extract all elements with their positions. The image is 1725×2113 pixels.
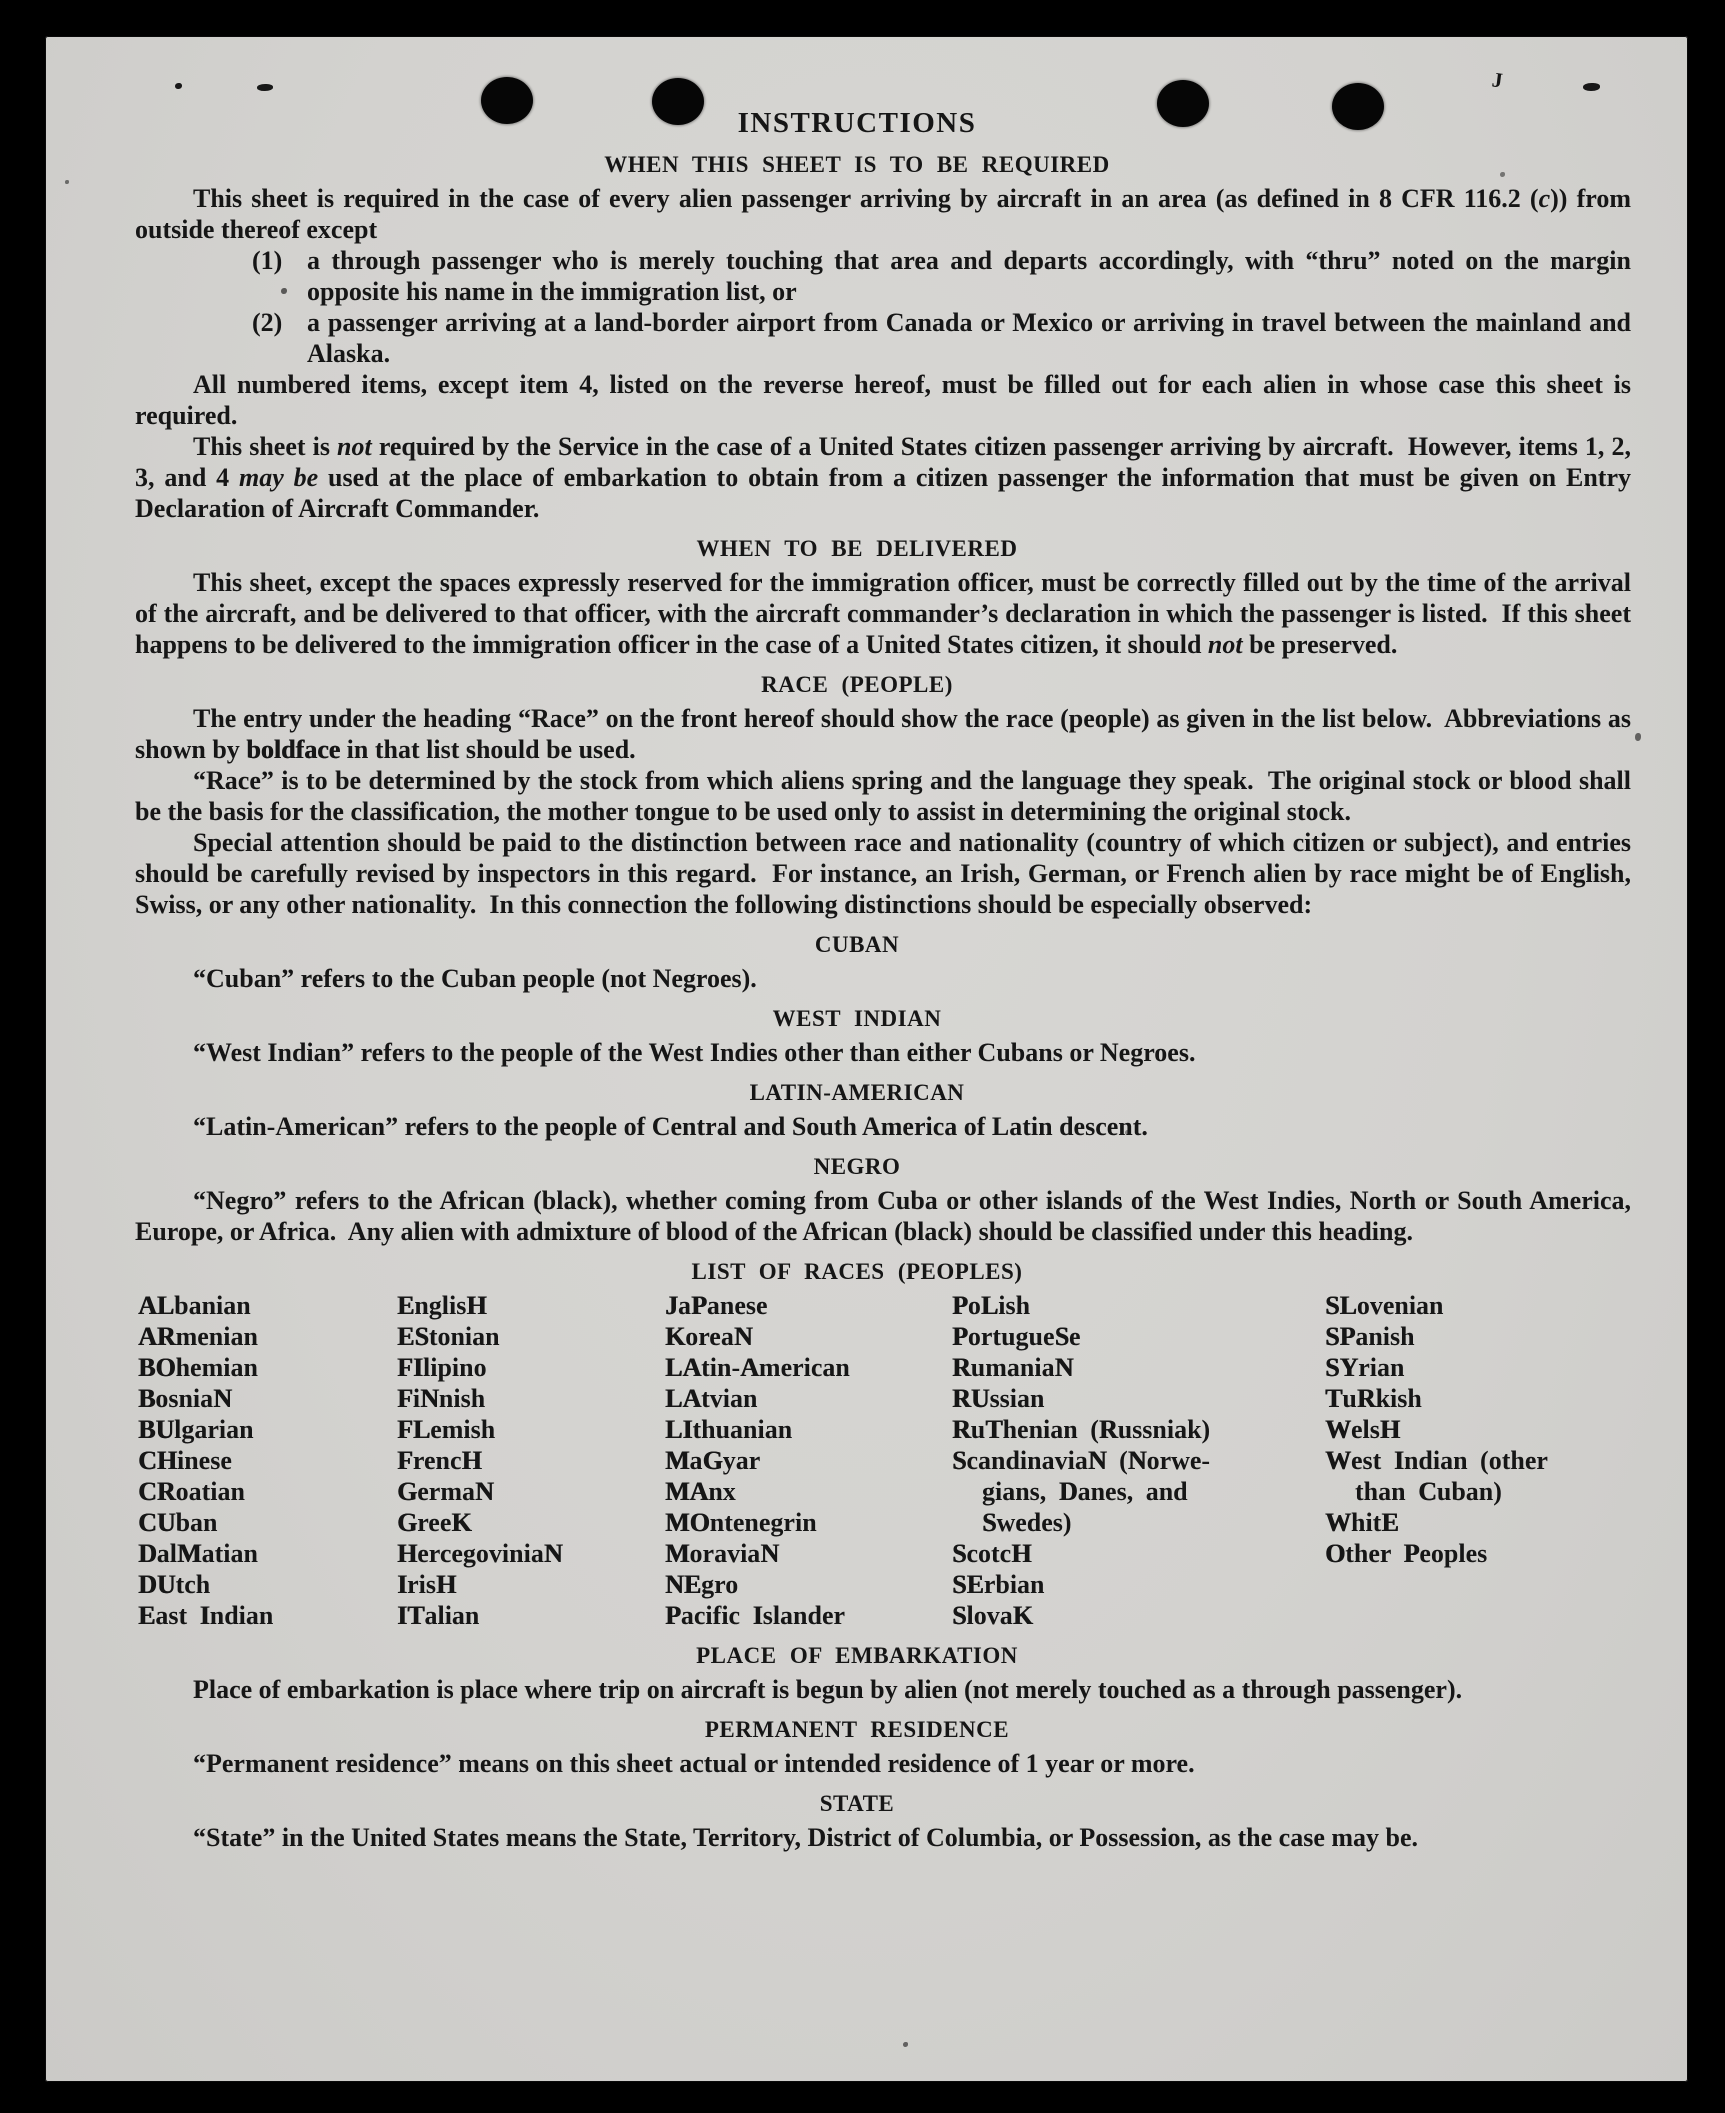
race-entry: DalMatian [138,1539,258,1568]
paragraph: Special attention should be paid to the distinction between race and nationality (country of which citizen or subject), and entries should be carefully revised by inspectors in this regard. For instance, an Irish, German, or French alien by race might be of English, Swiss, or any other nationality. In this connection the following distinctions should be especially observed: [135,828,1638,919]
race-entry: West Indian (other [1325,1446,1548,1475]
race-column-4 [952,1290,1210,1631]
race-entry: MaGyar [665,1446,761,1475]
heading-list-of-races: LIST OF RACES (PEOPLES) [691,1259,1023,1284]
race-entry: Other Peoples [1325,1539,1488,1568]
ink-speck [903,2042,908,2047]
race-entry: East Indian [138,1601,274,1630]
race-entry: BosniaN [138,1384,232,1413]
race-entry: IrisH [397,1570,457,1599]
heading-negro: NEGRO [813,1154,901,1179]
race-entry: CRoatian [138,1477,245,1506]
race-entry: gians, Danes, and [982,1477,1188,1506]
race-entry: WhitE [1325,1508,1399,1537]
race-entry: Swedes) [982,1508,1072,1537]
paragraph: “Permanent residence” means on this sheet actual or intended residence of 1 year or more. [193,1749,1195,1778]
race-entry: RuThenian (Russniak) [952,1415,1211,1444]
race-entry: FiNnish [397,1384,486,1413]
race-entry: RUssian [952,1384,1045,1413]
ink-speck: J [1490,67,1504,93]
race-column-5 [1325,1290,1548,1569]
paragraph: “Latin-American” refers to the people of Central and South America of Latin descent. [193,1112,1148,1141]
race-entry: ScandinaviaN (Norwe- [952,1446,1211,1475]
race-entry: LIthuanian [665,1415,793,1444]
race-entry: MOntenegrin [665,1508,817,1537]
race-entry: EnglisH [397,1291,487,1320]
paragraph: “Cuban” refers to the Cuban people (not Negroes). [193,964,757,993]
heading-west-indian: WEST INDIAN [772,1006,942,1031]
heading-race-people: RACE (PEOPLE) [761,672,953,697]
heading-cuban: CUBAN [814,932,900,957]
heading-latin-american: LATIN-AMERICAN [749,1080,965,1105]
race-entry: HercegoviniaN [397,1539,563,1568]
heading-place-of-embarkation: PLACE OF EMBARKATION [696,1643,1018,1668]
race-entry: SlovaK [952,1601,1033,1630]
sections [135,149,1638,1853]
race-entry: ScotcH [952,1539,1032,1568]
paragraph: This sheet is required in the case of every alien passenger arriving by aircraft in an area (as defined in 8 CFR 116.2 (c)) from outside thereof except [135,184,1638,244]
paragraph: “West Indian” refers to the people of the West Indies other than either Cubans or Negroes. [193,1038,1196,1067]
race-entry: BUlgarian [138,1415,254,1444]
paragraph: Place of embarkation is place where trip on aircraft is begun by alien (not merely touched as a through passenger). [193,1675,1463,1704]
paragraph: “State” in the United States means the State, Territory, District of Columbia, or Possession, as the case may be. [193,1823,1419,1852]
race-entry: SPanish [1325,1322,1415,1351]
page-title: INSTRUCTIONS [737,107,977,139]
paragraph: “Negro” refers to the African (black), whether coming from Cuba or other islands of the West Indies, North or South America, Europe, or Africa. Any alien with admixture of blood of the African (black) should be classified under this heading. [135,1186,1638,1246]
race-entry: PortugueSe [952,1322,1081,1351]
ink-speck [1125,1130,1130,1135]
ink-speck [281,288,287,294]
document-content [135,106,1638,1853]
race-entry: BOhemian [138,1353,258,1382]
race-entry: Pacific Islander [665,1601,846,1630]
heading-state: STATE [819,1791,895,1816]
paragraph: This sheet is not required by the Service in the case of a United States citizen passenger arriving by aircraft. However, items 1, 2, 3, and 4 may be used at the place of embarkation to obtain from a citizen passenger the information that must be given on Entry Declaration of Aircraft Commander. [135,432,1638,523]
races-list [135,1290,1631,1631]
race-entry: KoreaN [665,1322,753,1351]
race-entry: GreeK [397,1508,472,1537]
ink-speck [1583,83,1600,91]
ink-speck [65,180,69,184]
ink-speck [257,84,273,91]
race-entry: PoLish [952,1291,1031,1320]
ink-speck [1500,172,1505,177]
race-entry: RumaniaN [952,1353,1074,1382]
race-entry: CUban [138,1508,218,1537]
race-entry: ARmenian [138,1322,258,1351]
item-number: (1) [252,246,283,275]
race-entry: LAtin-American [665,1353,850,1382]
race-column-1 [138,1290,273,1631]
race-entry: MoraviaN [665,1539,780,1568]
punch-hole-3 [1157,80,1209,127]
race-entry: NEgro [665,1570,739,1599]
heading-permanent-residence: PERMANENT RESIDENCE [704,1717,1010,1742]
paragraph: “Race” is to be determined by the stock from which aliens spring and the language they speak. The original stock or blood shall be the basis for the classification, the mother tongue to be used only to assist in determining the original stock. [135,766,1638,826]
numbered-item: (1) a through passenger who is merely touching that area and departs accordingly, with “thru” noted on the margin opposite his name in the immigration list, or [252,246,1638,306]
heading-when-delivered: WHEN TO BE DELIVERED [696,536,1018,561]
punch-hole-1 [481,77,533,124]
race-entry: FLemish [397,1415,496,1444]
race-entry: SLovenian [1325,1291,1444,1320]
paragraph: This sheet, except the spaces expressly reserved for the immigration officer, must be correctly filled out by the time of the arrival of the aircraft, and be delivered to that officer, with the aircraft commander’s declaration in which the passenger is listed. If this sheet happens to be delivered to the immigration officer in the case of a United States citizen, it should not be preserved. [135,568,1638,659]
item-number: (2) [252,308,283,337]
race-column-3 [665,1290,850,1631]
race-entry: CHinese [138,1446,232,1475]
race-entry: LAtvian [665,1384,758,1413]
race-entry: ITalian [397,1601,480,1630]
race-entry: MAnx [665,1477,736,1506]
race-entry: JaPanese [665,1291,768,1320]
race-entry: TuRkish [1325,1384,1422,1413]
race-entry: GermaN [397,1477,494,1506]
race-entry: SYrian [1325,1353,1405,1382]
paragraph: All numbered items, except item 4, listed on the reverse hereof, must be filled out for each alien in whose case this sheet is required. [135,370,1638,430]
race-entry: ALbanian [138,1291,251,1320]
race-entry: SErbian [952,1570,1045,1599]
heading-when-required: WHEN THIS SHEET IS TO BE REQUIRED [604,152,1110,177]
race-entry: WelsH [1325,1415,1401,1444]
race-column-2 [397,1290,563,1631]
numbered-item: (2) a passenger arriving at a land-border airport from Canada or Mexico or arriving in travel between the mainland and Alaska. [252,308,1637,368]
paragraph: The entry under the heading “Race” on the front hereof should show the race (people) as given in the list below. Abbreviations as shown by boldface in that list should be used. [135,704,1638,764]
document-page [45,36,1688,2082]
punch-hole-4 [1332,83,1384,130]
race-entry: FrencH [397,1446,482,1475]
race-entry: EStonian [397,1322,500,1351]
race-entry: than Cuban) [1355,1477,1502,1506]
race-entry: DUtch [138,1570,211,1599]
punch-hole-2 [652,78,704,125]
ink-speck [175,83,182,89]
race-entry: FIlipino [397,1353,487,1382]
ink-speck [1635,733,1641,741]
